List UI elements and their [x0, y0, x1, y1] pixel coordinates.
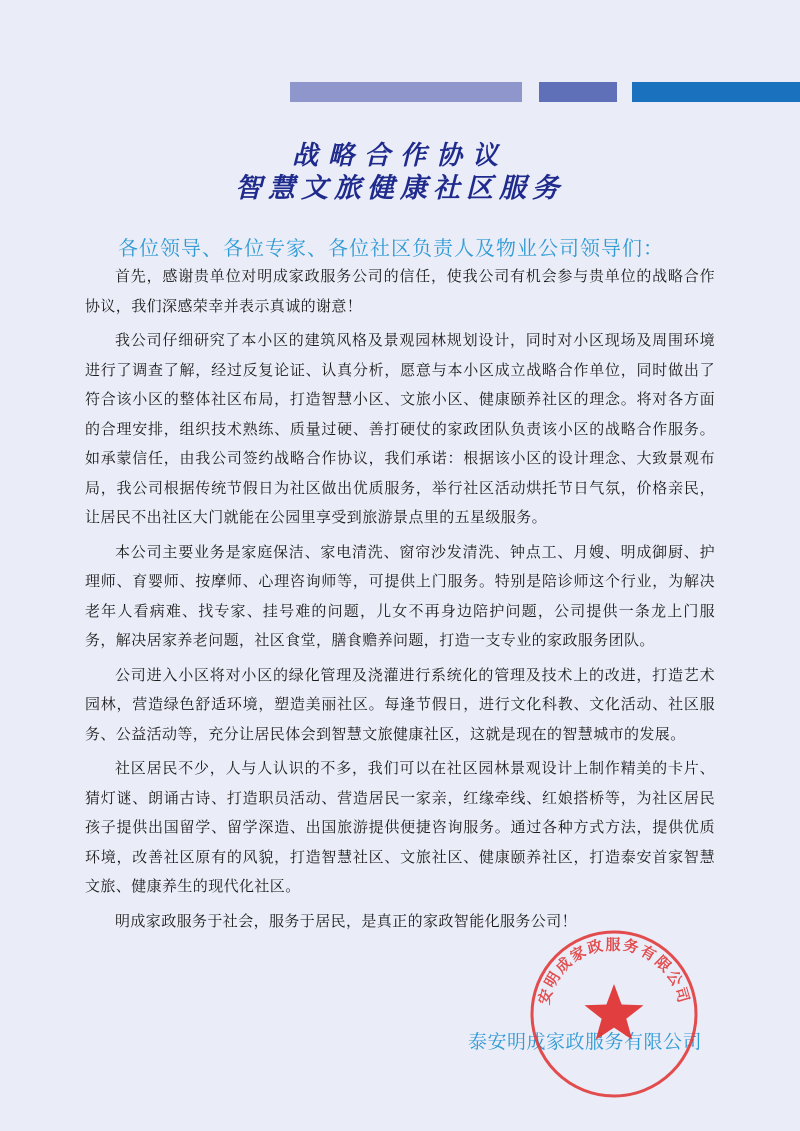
- page-title: 战略合作协议: [291, 141, 508, 171]
- company-seal: [528, 928, 700, 1100]
- letter-body: [85, 262, 715, 941]
- paragraph-6: 明成家政服务于社会，服务于居民，是真正的家政智能化服务公司！: [115, 911, 578, 930]
- page-subtitle: 智慧文旅健康社区服务: [235, 173, 565, 204]
- seal-text: 安明成家政服务有限公司: [534, 935, 694, 1007]
- header-bar-light: [290, 82, 522, 102]
- seal-star-icon: [585, 984, 644, 1040]
- company-signature: 泰安明成家政服务有限公司: [468, 1031, 703, 1053]
- paragraph-1: 首先，感谢贵单位对明成家政服务公司的信任，使我公司有机会参与贵单位的战略合作协议，我们深感荣幸并表示真诚的谢意！: [85, 267, 715, 315]
- paragraph-4: 公司进入小区将对小区的绿化管理及浇灌进行系统化的管理及技术上的改进，打造艺术园林，营造绿色舒适环境，塑造美丽社区。每逢节假日，进行文化科教、文化活动、社区服务、公益活动等，充分让居民体会到智慧文旅健康社区，这就是现在的智慧城市的发展。: [85, 665, 715, 743]
- greeting: 各位领导、各位专家、各位社区负责人及物业公司领导们：: [118, 236, 664, 260]
- header-bar-dark: [632, 82, 800, 102]
- paragraph-3: 本公司主要业务是家庭保洁、家电清洗、窗帘沙发清洗、钟点工、月嫂、明成御厨、护理师、育婴师、按摩师、心理咨询师等，可提供上门服务。特别是陪诊师这个行业，为解决老年人看病难、找专家、挂号难的问题，儿女不再身边陪护问题，公司提供一条龙上门服务，解决居家养老问题，社区食堂，膳食赡养问题，打造一支专业的家政服务团队。: [85, 542, 715, 649]
- paragraph-5: 社区居民不少，人与人认识的不多，我们可以在社区园林景观设计上制作精美的卡片、猜灯谜、朗诵古诗、打造职员活动、营造居民一家亲，红缘牵线、红娘搭桥等，为社区居民孩子提供出国留学、留学深造、出国旅游提供便捷咨询服务。通过各种方式方法，提供优质环境，改善社区原有的风貌，打造智慧社区、文旅社区、健康颐养社区，打造泰安首家智慧文旅、健康养生的现代化社区。: [85, 759, 715, 895]
- header-bar-medium: [539, 82, 617, 102]
- paragraph-2: 我公司仔细研究了本小区的建筑风格及景观园林规划设计，同时对小区现场及周围环境进行了调查了解，经过反复论证、认真分析，愿意与本小区成立战略合作单位，同时做出了符合该小区的整体社区布局，打造智慧小区、文旅小区、健康颐养社区的理念。将对各方面的合理安排，组织技术熟练、质量过硬、善打硬仗的家政团队负责该小区的战略合作服务。如承蒙信任，由我公司签约战略合作协议，我们承诺：根据该小区的设计理念、大致景观布局，我公司根据传统节假日为社区做出优质服务，举行社区活动烘托节日气氛，价格亲民，让居民不出社区大门就能在公园里享受到旅游景点里的五星级服务。: [85, 331, 715, 526]
